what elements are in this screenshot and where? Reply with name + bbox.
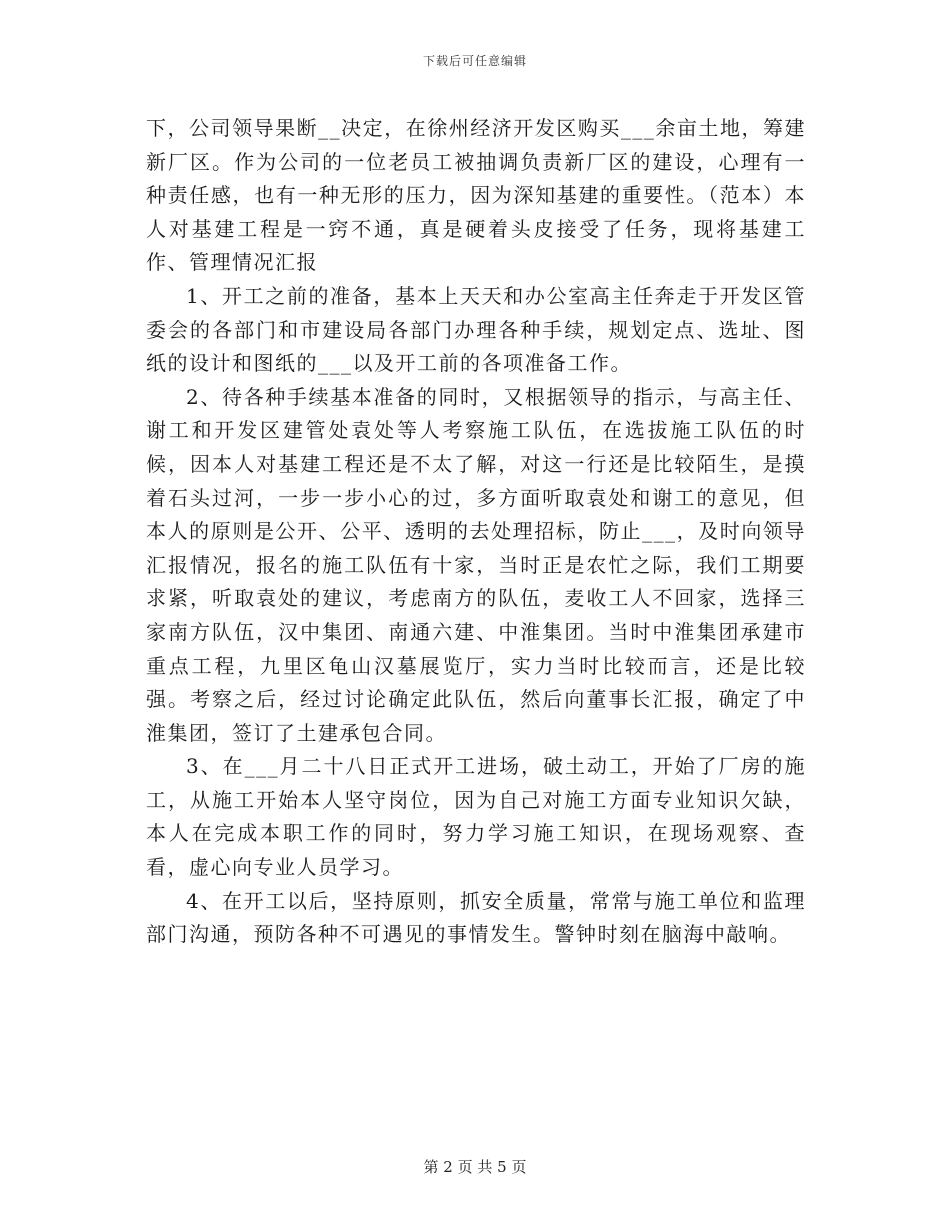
paragraph-intro: 下，公司领导果断__决定，在徐州经济开发区购买___余亩土地，筹建新厂区。作为公司的一位老员工被抽调负责新厂区的建设，心理有一种责任感，也有一种无形的压力，因为深知基建的重要性。（范本）本人对基建工程是一窍不通，真是硬着头皮接受了任务，现将基建工作、管理情况汇报 <box>146 116 806 275</box>
page-number-footer: 第 2 页 共 5 页 <box>423 1158 527 1176</box>
document-body <box>146 112 806 952</box>
paragraph-item-4: 4、在开工以后，坚持原则，抓安全质量，常常与施工单位和监理部门沟通，预防各种不可遇见的事情发生。警钟时刻在脑海中敲响。 <box>146 888 806 947</box>
paragraph-item-3: 3、在___月二十八日正式开工进场，破土动工，开始了厂房的施工，从施工开始本人坚守岗位，因为自己对施工方面专业知识欠缺，本人在完成本职工作的同时，努力学习施工知识，在现场观察、查看，虚心向专业人员学习。 <box>146 754 806 880</box>
paragraph-item-1: 1、开工之前的准备，基本上天天和办公室高主任奔走于开发区管委会的各部门和市建设局各部门办理各种手续，规划定点、选址、图纸的设计和图纸的___以及开工前的各项准备工作。 <box>146 283 806 376</box>
paragraph-item-2: 2、待各种手续基本准备的同时，又根据领导的指示，与高主任、谢工和开发区建管处袁处等人考察施工队伍，在选拔施工队伍的时候，因本人对基建工程还是不太了解，对这一行还是比较陌生，是摸着石头过河，一步一步小心的过，多方面听取袁处和谢工的意见，但本人的原则是公开、公平、透明的去处理招标，防止___，及时向领导汇报情况，报名的施工队伍有十家，当时正是农忙之际，我们工期要求紧，听取袁处的建议，考虑南方的队伍，麦收工人不回家，选择三家南方队伍，汉中集团、南通六建、中淮集团。当时中淮集团承建市重点工程，九里区龟山汉墓展览厅，实力当时比较而言，还是比较强。考察之后，经过讨论确定此队伍，然后向董事长汇报，确定了中淮集团，签订了土建承包合同。 <box>146 384 806 745</box>
page-header-note: 下载后可任意编辑 <box>422 54 527 68</box>
